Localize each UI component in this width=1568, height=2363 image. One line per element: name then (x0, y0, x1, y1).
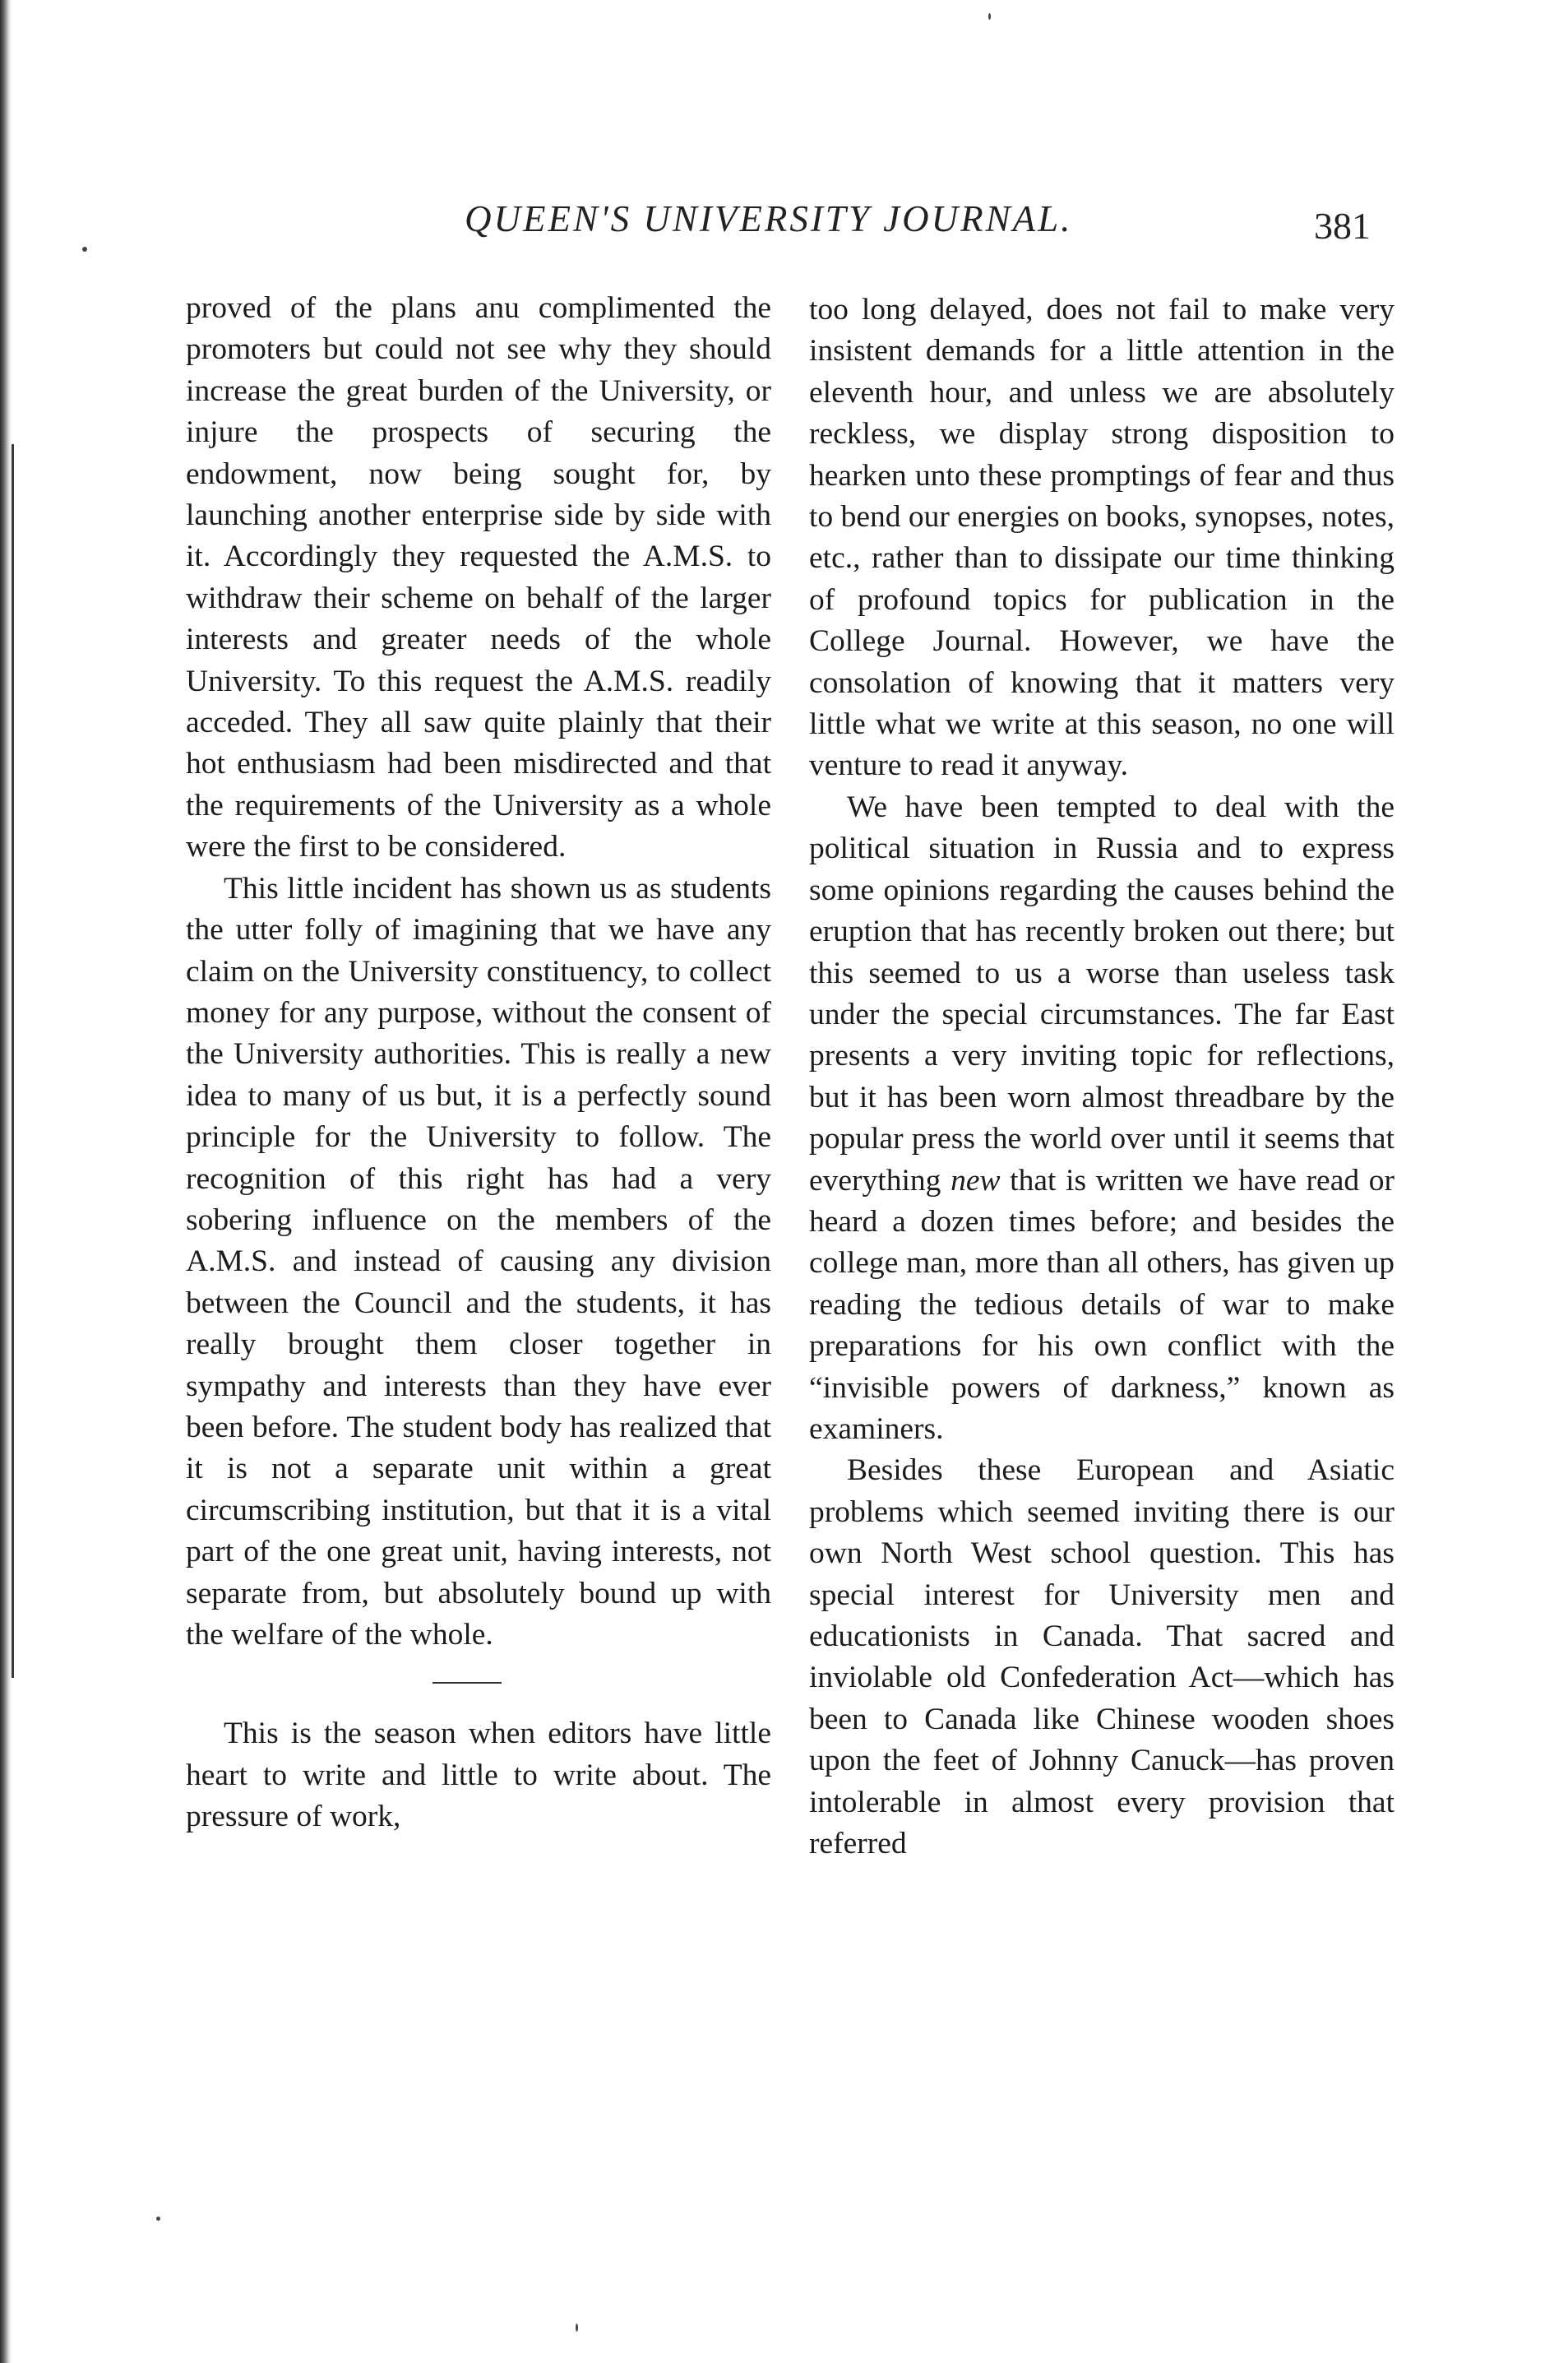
scan-speck (988, 13, 991, 20)
running-title: QUEEN'S UNIVERSITY JOURNAL. (465, 198, 1073, 239)
emphasis-new: new (951, 1163, 1001, 1198)
scan-speck (82, 247, 87, 252)
left-paragraph-1: proved of the plans anu complimented the promoters but could not see why they should increase the great burden of the University, or injure the prospects of securing the endowment, now being sought for, by launching another enterprise side by side with it. Accordingly they requested the A.M.S. to withdraw their scheme on behalf of the larger interests and greater needs of the whole University. To this request the A.M.S. readily acceded. They all saw quite plainly that their hot enthusiasm had been misdirected and that the requirements of the University as a whole were the first to be considered. (186, 291, 771, 864)
left-paragraph-3: This is the season when editors have little heart to write and little to write about. The pressure of work, (186, 1717, 771, 1834)
page-number: 381 (1314, 205, 1371, 247)
scan-binding-edge (0, 0, 12, 2363)
right-paragraph-2 (809, 787, 1395, 1451)
left-paragraph-2: This little incident has shown us as students the utter folly of imagining that we have any claim on the University constituency, to collect money for any purpose, without the consent of the University authorities. This is really a new idea to many of us but, it is a perfectly sound principle for the University to follow. The recognition of this right has had a very sobering influence on the members of the A.M.S. and instead of causing any division between the Council and the students, it has really brought them closer together in sympathy and interests than they have ever been before. The student body has realized that it is not a separate unit within a great circumscribing institution, but that it is a vital part of the one great unit, having interests, not separate from, but absolutely bound up with the welfare of the whole. (186, 871, 771, 1652)
right-paragraph-2-text-b: that is written we have read or heard a dozen times before; and besides the college man, more than all others, has given up reading the tedious details of war to make preparations for his own conflict with the “invisible powers of darkness,” known as examiners. (809, 1163, 1395, 1446)
left-column (186, 288, 771, 1838)
right-paragraph-2-text-a: We have been tempted to deal with the political situation in Russia and to express some opinions regarding the causes behind the eruption that has recently broken out there; but this seemed to us a worse than useless task under the special circumstances. The far East presents a very inviting topic for reflections, but it has been worn almost threadbare by the popular press the world over until it seems that everything (809, 790, 1395, 1198)
right-paragraph-3: Besides these European and Asiatic problems which seemed inviting there is our own North West school question. This has special interest for University men and educationists in Canada. That sacred and inviolable old Confederation Act—which has been to Canada like Chinese wooden shoes upon the feet of Johnny Canuck—has proven intolerable in almost every provision that referred (809, 1453, 1395, 1861)
scan-shadow-line (12, 444, 14, 1678)
right-column (809, 290, 1395, 1865)
scan-speck (156, 2217, 160, 2221)
right-paragraph-1: too long delayed, does not fail to make very insistent demands for a little attention in the eleventh hour, and unless we are absolutely reckless, we display strong disposition to hearken unto these promptings of fear and thus to bend our energies on books, synopses, notes, etc., rather than to dissipate our time thinking of profound topics for publication in the College Journal. However, we have the consolation of knowing that it matters very little what we write at this season, no one will venture to read it anyway. (809, 293, 1395, 783)
scan-speck (576, 2324, 578, 2332)
section-divider (186, 1656, 771, 1713)
